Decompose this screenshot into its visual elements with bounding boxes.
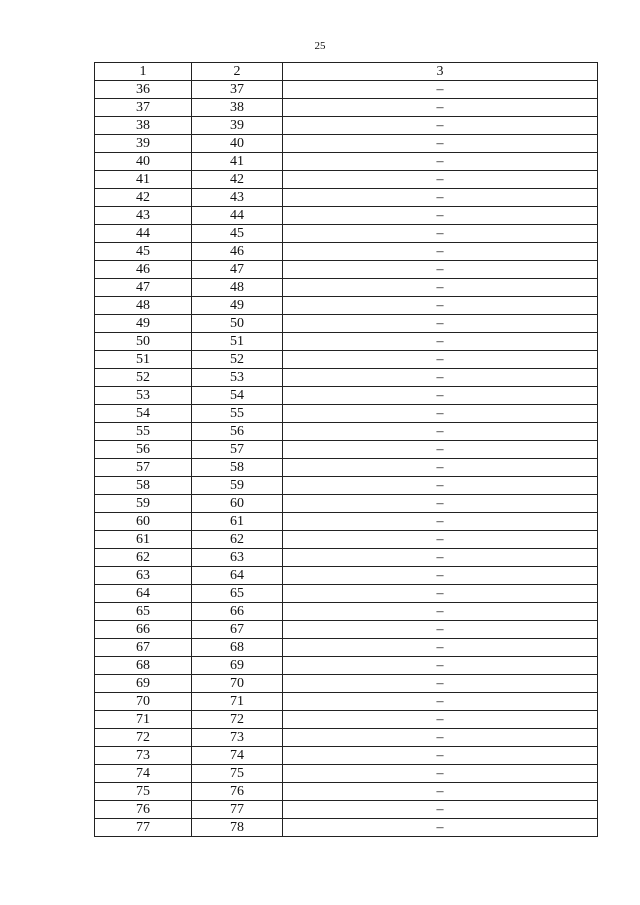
- data-table: [94, 62, 598, 837]
- table-cell-col-1: 73: [95, 747, 192, 765]
- table-cell-col-1: 71: [95, 711, 192, 729]
- table-cell-col-3: –: [283, 477, 598, 495]
- table-row: [95, 99, 598, 117]
- table-cell-col-3: –: [283, 405, 598, 423]
- table-row: [95, 819, 598, 837]
- table-cell-col-1: 37: [95, 99, 192, 117]
- table-cell-col-3: –: [283, 117, 598, 135]
- table-cell-col-1: 52: [95, 369, 192, 387]
- table-row: [95, 225, 598, 243]
- table-cell-col-3: –: [283, 99, 598, 117]
- table-cell-col-2: 45: [192, 225, 283, 243]
- table-cell-col-2: 69: [192, 657, 283, 675]
- table-cell-col-2: 54: [192, 387, 283, 405]
- table-cell-col-1: 55: [95, 423, 192, 441]
- table-cell-col-1: 61: [95, 531, 192, 549]
- table-cell-col-1: 39: [95, 135, 192, 153]
- table-cell-col-2: 62: [192, 531, 283, 549]
- table-cell-col-2: 60: [192, 495, 283, 513]
- table-row: [95, 585, 598, 603]
- table-row: [95, 207, 598, 225]
- table-row: [95, 477, 598, 495]
- table-row: [95, 153, 598, 171]
- table-row: [95, 693, 598, 711]
- table-cell-col-1: 58: [95, 477, 192, 495]
- table-row: [95, 567, 598, 585]
- column-header-2: 2: [192, 63, 283, 81]
- table-cell-col-2: 65: [192, 585, 283, 603]
- table-cell-col-3: –: [283, 171, 598, 189]
- table-cell-col-2: 50: [192, 315, 283, 333]
- table-row: [95, 369, 598, 387]
- table-cell-col-3: –: [283, 81, 598, 99]
- table-row: [95, 315, 598, 333]
- table-cell-col-3: –: [283, 315, 598, 333]
- table-row: [95, 279, 598, 297]
- table-cell-col-2: 56: [192, 423, 283, 441]
- table-cell-col-2: 72: [192, 711, 283, 729]
- table-cell-col-1: 46: [95, 261, 192, 279]
- table-cell-col-2: 76: [192, 783, 283, 801]
- table-cell-col-2: 78: [192, 819, 283, 837]
- table-cell-col-2: 51: [192, 333, 283, 351]
- table-cell-col-1: 50: [95, 333, 192, 351]
- table-cell-col-1: 75: [95, 783, 192, 801]
- table-cell-col-3: –: [283, 747, 598, 765]
- table-cell-col-1: 53: [95, 387, 192, 405]
- table-cell-col-2: 38: [192, 99, 283, 117]
- table-cell-col-3: –: [283, 585, 598, 603]
- table-header-row: [95, 63, 598, 81]
- table-row: [95, 621, 598, 639]
- table-cell-col-3: –: [283, 459, 598, 477]
- table-row: [95, 513, 598, 531]
- table-cell-col-1: 68: [95, 657, 192, 675]
- table-cell-col-2: 47: [192, 261, 283, 279]
- table-cell-col-2: 64: [192, 567, 283, 585]
- table-cell-col-1: 76: [95, 801, 192, 819]
- table-cell-col-3: –: [283, 549, 598, 567]
- table-cell-col-2: 43: [192, 189, 283, 207]
- table-cell-col-3: –: [283, 531, 598, 549]
- table-cell-col-1: 67: [95, 639, 192, 657]
- table-cell-col-2: 74: [192, 747, 283, 765]
- table-row: [95, 243, 598, 261]
- table-body: [95, 81, 598, 837]
- table-row: [95, 333, 598, 351]
- table-cell-col-3: –: [283, 279, 598, 297]
- table-cell-col-2: 68: [192, 639, 283, 657]
- table-cell-col-3: –: [283, 819, 598, 837]
- table-cell-col-2: 71: [192, 693, 283, 711]
- table-row: [95, 405, 598, 423]
- table-cell-col-1: 48: [95, 297, 192, 315]
- table-cell-col-3: –: [283, 765, 598, 783]
- table-cell-col-1: 62: [95, 549, 192, 567]
- table-cell-col-2: 66: [192, 603, 283, 621]
- table-cell-col-1: 40: [95, 153, 192, 171]
- table-cell-col-3: –: [283, 243, 598, 261]
- table-cell-col-3: –: [283, 603, 598, 621]
- table-cell-col-2: 44: [192, 207, 283, 225]
- table-cell-col-2: 73: [192, 729, 283, 747]
- table-cell-col-3: –: [283, 729, 598, 747]
- table-cell-col-1: 72: [95, 729, 192, 747]
- table-cell-col-1: 56: [95, 441, 192, 459]
- table-cell-col-1: 66: [95, 621, 192, 639]
- table-row: [95, 189, 598, 207]
- table-cell-col-3: –: [283, 495, 598, 513]
- table-row: [95, 459, 598, 477]
- table-row: [95, 387, 598, 405]
- table-cell-col-1: 70: [95, 693, 192, 711]
- table-cell-col-2: 53: [192, 369, 283, 387]
- table-cell-col-3: –: [283, 189, 598, 207]
- table-cell-col-1: 77: [95, 819, 192, 837]
- table-cell-col-3: –: [283, 297, 598, 315]
- table-row: [95, 747, 598, 765]
- table-row: [95, 711, 598, 729]
- table-cell-col-1: 43: [95, 207, 192, 225]
- table-cell-col-1: 60: [95, 513, 192, 531]
- table-row: [95, 495, 598, 513]
- table-cell-col-1: 51: [95, 351, 192, 369]
- table-cell-col-2: 67: [192, 621, 283, 639]
- table-cell-col-1: 57: [95, 459, 192, 477]
- table-cell-col-3: –: [283, 693, 598, 711]
- table-cell-col-3: –: [283, 135, 598, 153]
- table-cell-col-1: 69: [95, 675, 192, 693]
- table-cell-col-1: 74: [95, 765, 192, 783]
- table-row: [95, 441, 598, 459]
- table-cell-col-2: 63: [192, 549, 283, 567]
- table-row: [95, 135, 598, 153]
- table-row: [95, 639, 598, 657]
- table-row: [95, 549, 598, 567]
- table-cell-col-1: 65: [95, 603, 192, 621]
- table-row: [95, 351, 598, 369]
- table-cell-col-2: 41: [192, 153, 283, 171]
- table-row: [95, 765, 598, 783]
- table-cell-col-3: –: [283, 657, 598, 675]
- table-cell-col-3: –: [283, 675, 598, 693]
- table-cell-col-1: 44: [95, 225, 192, 243]
- table-cell-col-2: 57: [192, 441, 283, 459]
- table-cell-col-3: –: [283, 441, 598, 459]
- table-cell-col-3: –: [283, 513, 598, 531]
- table-row: [95, 783, 598, 801]
- table-cell-col-3: –: [283, 261, 598, 279]
- table-cell-col-3: –: [283, 351, 598, 369]
- table-row: [95, 531, 598, 549]
- table-row: [95, 675, 598, 693]
- table-row: [95, 261, 598, 279]
- table-row: [95, 801, 598, 819]
- table-cell-col-1: 63: [95, 567, 192, 585]
- page-number: 25: [314, 40, 326, 52]
- table-cell-col-2: 70: [192, 675, 283, 693]
- table-row: [95, 117, 598, 135]
- table-cell-col-1: 38: [95, 117, 192, 135]
- table-cell-col-2: 46: [192, 243, 283, 261]
- column-header-1: 1: [95, 63, 192, 81]
- table-cell-col-2: 55: [192, 405, 283, 423]
- table-row: [95, 81, 598, 99]
- table-cell-col-2: 52: [192, 351, 283, 369]
- table-cell-col-3: –: [283, 423, 598, 441]
- table-cell-col-2: 59: [192, 477, 283, 495]
- table-cell-col-3: –: [283, 207, 598, 225]
- table-cell-col-1: 42: [95, 189, 192, 207]
- table-row: [95, 603, 598, 621]
- table-cell-col-3: –: [283, 153, 598, 171]
- table-cell-col-1: 54: [95, 405, 192, 423]
- table-cell-col-1: 59: [95, 495, 192, 513]
- table-cell-col-3: –: [283, 369, 598, 387]
- table-row: [95, 171, 598, 189]
- table-cell-col-2: 61: [192, 513, 283, 531]
- table-cell-col-1: 47: [95, 279, 192, 297]
- table-cell-col-3: –: [283, 567, 598, 585]
- table-cell-col-1: 41: [95, 171, 192, 189]
- table-row: [95, 729, 598, 747]
- table-cell-col-3: –: [283, 333, 598, 351]
- table-cell-col-1: 64: [95, 585, 192, 603]
- table-cell-col-3: –: [283, 801, 598, 819]
- table-cell-col-2: 49: [192, 297, 283, 315]
- table-cell-col-2: 77: [192, 801, 283, 819]
- table-row: [95, 297, 598, 315]
- column-header-3: 3: [283, 63, 598, 81]
- table-cell-col-2: 75: [192, 765, 283, 783]
- table-cell-col-3: –: [283, 225, 598, 243]
- table-cell-col-3: –: [283, 387, 598, 405]
- table-cell-col-3: –: [283, 639, 598, 657]
- table-row: [95, 657, 598, 675]
- table-cell-col-1: 49: [95, 315, 192, 333]
- table-cell-col-2: 37: [192, 81, 283, 99]
- table-cell-col-1: 45: [95, 243, 192, 261]
- table-cell-col-2: 48: [192, 279, 283, 297]
- table-cell-col-2: 40: [192, 135, 283, 153]
- table-row: [95, 423, 598, 441]
- table-cell-col-3: –: [283, 711, 598, 729]
- table-cell-col-1: 36: [95, 81, 192, 99]
- table-cell-col-2: 42: [192, 171, 283, 189]
- table-cell-col-2: 39: [192, 117, 283, 135]
- table-cell-col-2: 58: [192, 459, 283, 477]
- table-cell-col-3: –: [283, 621, 598, 639]
- table-cell-col-3: –: [283, 783, 598, 801]
